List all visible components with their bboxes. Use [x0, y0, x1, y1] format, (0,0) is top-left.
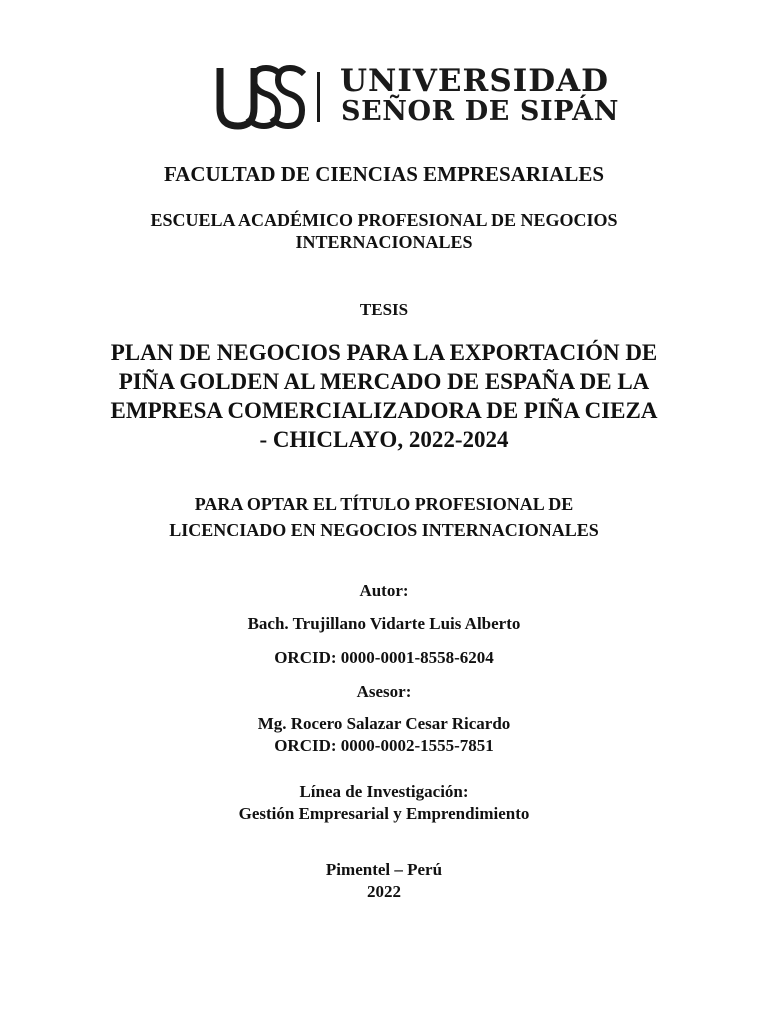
- degree-line-2: LICENCIADO EN NEGOCIOS INTERNACIONALES: [169, 520, 599, 540]
- place: Pimentel – Perú: [325, 860, 443, 879]
- author-name: Bach. Trujillano Vidarte Luis Alberto: [247, 614, 521, 633]
- university-logo: [214, 63, 620, 130]
- logo-university-word: UNIVERSIDAD: [340, 63, 610, 99]
- advisor-label: Asesor:: [356, 682, 412, 701]
- school-line-1: ESCUELA ACADÉMICO PROFESIONAL DE NEGOCIOS: [150, 210, 618, 230]
- title-line-1: PLAN DE NEGOCIOS PARA LA EXPORTACIÓN DE: [110, 340, 658, 365]
- uss-monogram-icon: [214, 64, 324, 130]
- author-orcid: ORCID: 0000-0001-8558-6204: [274, 648, 494, 667]
- title-line-4: - CHICLAYO, 2022-2024: [259, 427, 509, 452]
- degree-line-1: PARA OPTAR EL TÍTULO PROFESIONAL DE: [194, 494, 574, 514]
- advisor-name: Mg. Rocero Salazar Cesar Ricardo: [257, 714, 511, 733]
- advisor-orcid: ORCID: 0000-0002-1555-7851: [274, 736, 494, 755]
- research-line-label: Línea de Investigación:: [299, 782, 469, 801]
- school-heading: [0, 209, 768, 253]
- school-line-2: INTERNACIONALES: [295, 232, 473, 252]
- author-label: Autor:: [359, 581, 409, 600]
- faculty-heading: FACULTAD DE CIENCIAS EMPRESARIALES: [163, 162, 605, 186]
- thesis-title: [0, 338, 768, 454]
- logo-university-name: SEÑOR DE SIPÁN: [341, 96, 620, 127]
- year: 2022: [367, 882, 401, 901]
- document-type: TESIS: [359, 300, 409, 319]
- title-line-2: PIÑA GOLDEN AL MERCADO DE ESPAÑA DE LA: [118, 369, 650, 394]
- research-line-value: Gestión Empresarial y Emprendimiento: [238, 804, 530, 823]
- title-line-3: EMPRESA COMERCIALIZADORA DE PIÑA CIEZA: [110, 398, 658, 423]
- degree-statement: [0, 491, 768, 543]
